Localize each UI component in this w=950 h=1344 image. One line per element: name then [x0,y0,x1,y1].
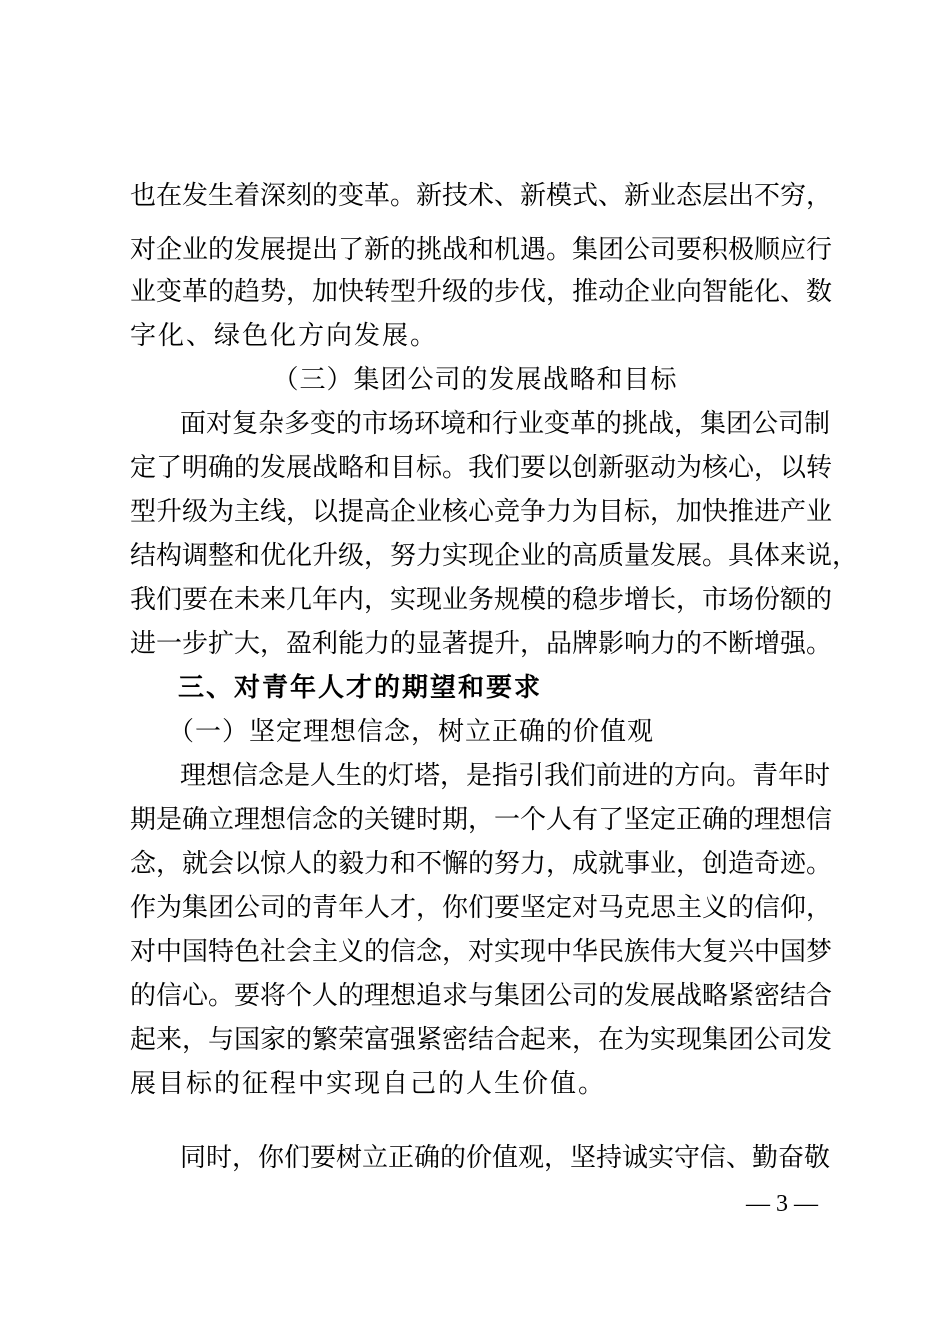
body-text-line: 的信心。要将个人的理想追求与集团公司的发展战略紧密结合 [130,981,833,1011]
body-text-line: 理想信念是人生的灯塔，是指引我们前进的方向。青年时 [180,761,831,791]
body-text-line: 字化、绿色化方向发展。 [130,321,439,351]
body-text-line: 结构调整和优化升级，努力实现企业的高质量发展。具体来说， [130,541,859,571]
body-text-line: 作为集团公司的青年人才，你们要坚定对马克思主义的信仰， [130,893,833,923]
body-text-line: 对中国特色社会主义的信念，对实现中华民族伟大复兴中国梦 [130,937,833,967]
body-text-line: 定了明确的发展战略和目标。我们要以创新驱动为核心，以转 [130,453,833,483]
page-number: — 3 — [746,1191,818,1217]
body-text-line: 同时，你们要树立正确的价值观，坚持诚实守信、勤奋敬 [180,1143,831,1173]
body-text-line: 面对复杂多变的市场环境和行业变革的挑战，集团公司制 [180,409,831,439]
section-subheading: （三）集团公司的发展战略和目标 [272,365,678,395]
body-text-line: 也在发生着深刻的变革。新技术、新模式、新业态层出不穷， [130,181,833,211]
body-text-line: 进一步扩大，盈利能力的显著提升，品牌影响力的不断增强。 [130,629,833,659]
section-subheading: （一）坚定理想信念，树立正确的价值观 [168,717,655,747]
section-heading: 三、对青年人才的期望和要求 [178,673,543,703]
body-text-line: 我们要在未来几年内，实现业务规模的稳步增长，市场份额的 [130,585,833,615]
body-text-line: 型升级为主线，以提高企业核心竞争力为目标，加快推进产业 [130,497,833,527]
body-text-line: 念，就会以惊人的毅力和不懈的努力，成就事业，创造奇迹。 [130,849,833,879]
body-text-line: 展目标的征程中实现自己的人生价值。 [130,1069,607,1099]
body-text-line: 起来，与国家的繁荣富强紧密结合起来，在为实现集团公司发 [130,1025,833,1055]
body-text-line: 业变革的趋势，加快转型升级的步伐，推动企业向智能化、数 [130,277,833,307]
body-text-line: 对企业的发展提出了新的挑战和机遇。集团公司要积极顺应行 [130,235,833,265]
body-text-line: 期是确立理想信念的关键时期，一个人有了坚定正确的理想信 [130,805,833,835]
